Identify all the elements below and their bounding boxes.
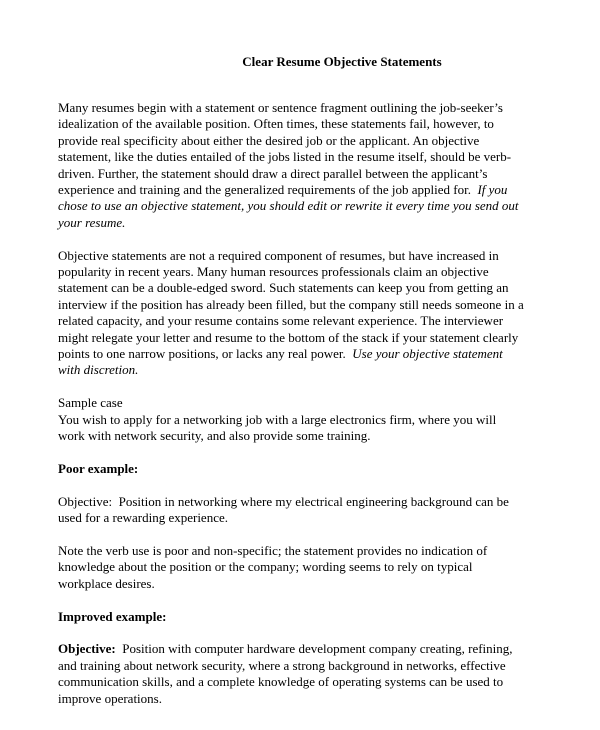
text-run: experience and training and the generalized requirements of the job applied for.	[58, 182, 478, 198]
text-line: improve operations.	[58, 690, 162, 706]
text-line: statement can be a double-edged sword. Such statements can keep you from getting an	[58, 280, 509, 296]
heading-improved-example: Improved example:	[58, 608, 167, 624]
text-line: Objective: Position in networking where my electrical engineering background can be	[58, 493, 509, 509]
text-line: used for a rewarding experience.	[58, 510, 228, 526]
text-line: work with network security, and also provide some training.	[58, 428, 371, 444]
text-run: Position with computer hardware development company creating, refining,	[115, 641, 513, 657]
paragraph-improved-objective	[58, 641, 548, 707]
text-run-italic: If you	[477, 182, 508, 198]
document-title: Clear Resume Objective Statements	[242, 54, 442, 69]
text-line: Sample case	[58, 395, 123, 411]
paragraph-intro	[58, 100, 548, 231]
text-run-bold: Objective:	[58, 641, 116, 657]
text-line-italic: chose to use an objective statement, you should edit or rewrite it every time you send out	[58, 198, 519, 214]
heading-poor-example: Poor example:	[58, 460, 139, 476]
paragraph-sample-case	[58, 395, 548, 444]
text-line: Many resumes begin with a statement or sentence fragment outlining the job-seeker’s	[58, 100, 503, 115]
paragraph-objective-statements	[58, 248, 548, 379]
text-line: provide real specificity about either the desired job or the applicant. An objective	[58, 132, 480, 148]
text-line: and training about network security, where a strong background in networks, effective	[58, 657, 506, 673]
text-run: points to one narrow positions, or lacks any real power.	[58, 346, 353, 362]
text-line	[58, 641, 548, 657]
text-line: workplace desires.	[58, 575, 155, 591]
text-line: communication skills, and a complete knowledge of operating systems can be used to	[58, 674, 504, 690]
text-run-italic: Use your objective statement	[352, 346, 503, 362]
text-line: You wish to apply for a networking job with a large electronics firm, where you will	[58, 411, 497, 427]
text-line	[58, 346, 548, 362]
paragraph-poor-note	[58, 543, 548, 592]
text-line-italic: your resume.	[58, 214, 126, 230]
text-line: Objective statements are not a required component of resumes, but have increased in	[58, 247, 499, 263]
text-line: popularity in recent years. Many human resources professionals claim an objective	[58, 264, 489, 280]
text-line: might relegate your letter and resume to the bottom of the stack if your statement clearly	[58, 329, 519, 345]
text-line-italic: with discretion.	[58, 362, 139, 378]
text-line: interview if the position has already been filled, but the company still needs someone in a	[58, 296, 524, 312]
text-line: related capacity, and your resume contains some relevant experience. The interviewer	[58, 313, 504, 329]
text-line: driven. Further, the statement should draw a direct parallel between the applicant’s	[58, 165, 488, 181]
text-line: idealization of the available position. Often times, these statements fail, however, to	[58, 116, 494, 132]
text-line: Note the verb use is poor and non-specific; the statement provides no indication of	[58, 542, 488, 558]
paragraph-poor-objective	[58, 494, 548, 527]
text-line: knowledge about the position or the company; wording seems to rely on typical	[58, 559, 473, 575]
text-line	[58, 182, 548, 198]
document-body	[58, 100, 548, 723]
text-line: statement, like the duties entailed of the jobs listed in the resume itself, should be verb-	[58, 149, 512, 165]
